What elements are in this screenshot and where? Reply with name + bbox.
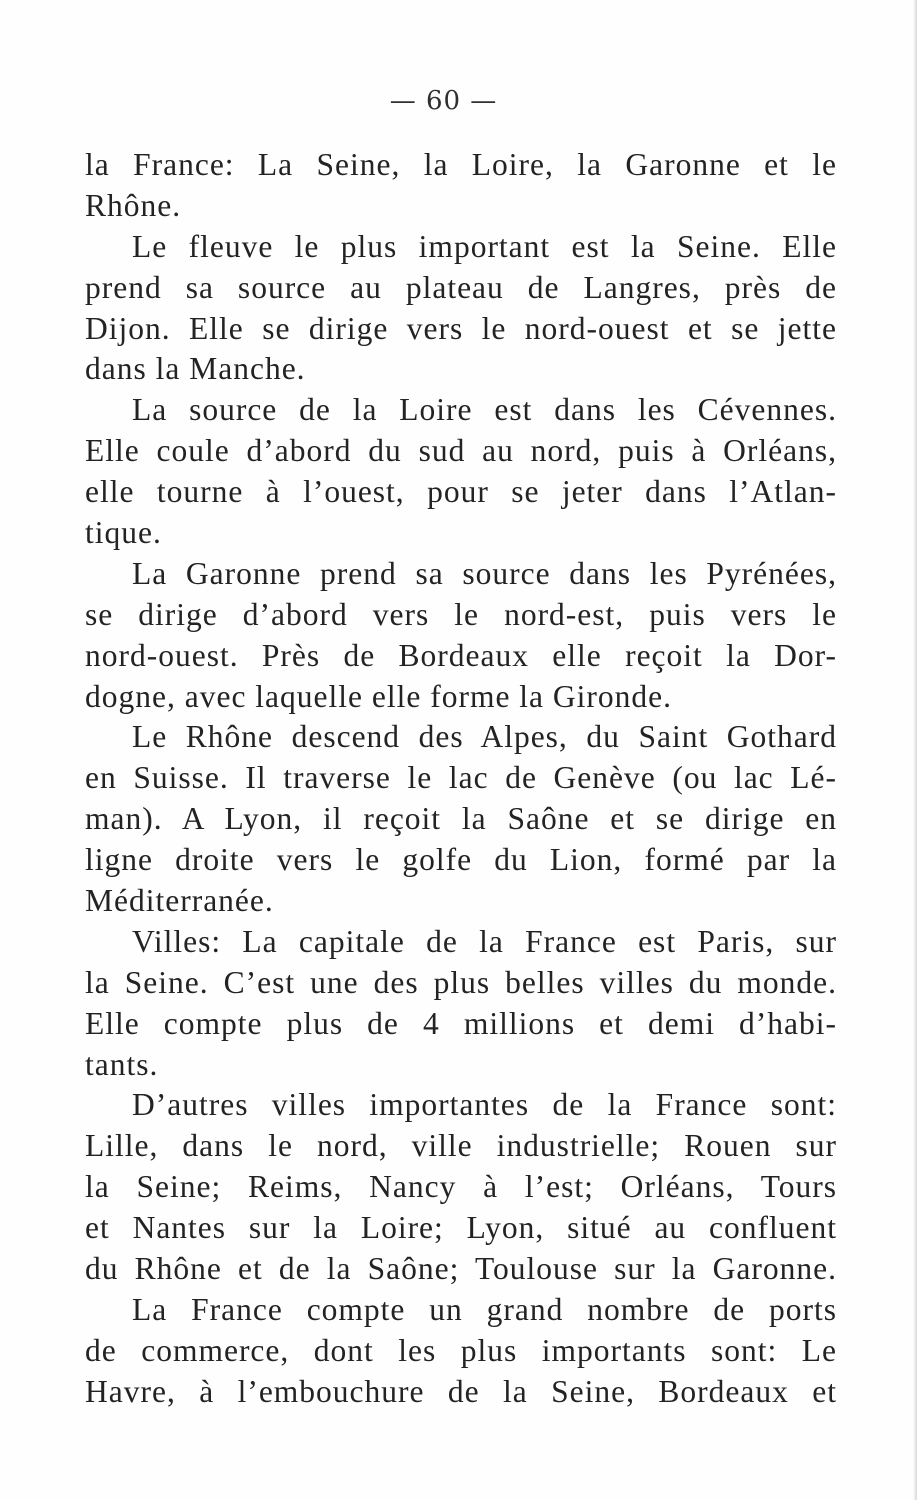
text-line: et Nantes sur la Loire; Lyon, situé au confluent: [85, 1210, 837, 1246]
page-edge-shadow: [913, 0, 917, 1500]
text-line: dogne, avec laquelle elle forme la Gironde.: [85, 678, 673, 714]
text-line: man). A Lyon, il reçoit la Saône et se dirige en: [85, 801, 837, 837]
text-line: La Garonne prend sa source dans les Pyrénées,: [132, 555, 837, 591]
text-line: tants.: [85, 1046, 159, 1082]
page-number: — 60 —: [389, 86, 498, 116]
text-line: nord-ouest. Près de Bordeaux elle reçoit la Dor-: [85, 637, 837, 673]
text-line: du Rhône et de la Saône; Toulouse sur la Garonne.: [85, 1251, 837, 1287]
text-line: Dijon. Elle se dirige vers le nord-ouest et se jette: [85, 310, 837, 346]
text-line: Le fleuve le plus important est la Seine. Elle: [132, 228, 837, 264]
text-line: Elle compte plus de 4 millions et demi d’habi-: [85, 1005, 837, 1041]
text-line: dans la Manche.: [85, 351, 306, 387]
text-line: Villes: La capitale de la France est Paris, sur: [132, 923, 837, 959]
text-line: La France compte un grand nombre de ports: [132, 1291, 837, 1327]
text-line: D’autres villes importantes de la France sont:: [132, 1087, 837, 1123]
text-line: la France: La Seine, la Loire, la Garonne et le: [85, 147, 837, 182]
text-line: Lille, dans le nord, ville industrielle; Rouen sur: [85, 1128, 837, 1164]
body-text: [85, 145, 837, 1413]
text-line: La source de la Loire est dans les Cévennes.: [132, 392, 837, 428]
text-line: de commerce, dont les plus importants sont: Le: [85, 1332, 837, 1368]
text-line: prend sa source au plateau de Langres, près de: [85, 269, 837, 305]
text-line: se dirige d’abord vers le nord-est, puis vers le: [85, 596, 837, 632]
text-line: Havre, à l’embouchure de la Seine, Bordeaux et: [85, 1373, 837, 1409]
text-line: elle tourne à l’ouest, pour se jeter dans l’Atlan-: [85, 474, 837, 510]
text-line: Méditerranée.: [85, 883, 274, 919]
text-line: la Seine. C’est une des plus belles villes du monde.: [85, 964, 837, 1000]
text-line: Le Rhône descend des Alpes, du Saint Gothard: [132, 719, 837, 755]
text-line: Rhône.: [85, 187, 182, 223]
text-line: en Suisse. Il traverse le lac de Genève (ou lac Lé-: [85, 760, 837, 796]
text-line: Elle coule d’abord du sud au nord, puis à Orléans,: [85, 433, 837, 469]
text-line: tique.: [85, 515, 162, 551]
text-line: ligne droite vers le golfe du Lion, formé par la: [85, 842, 837, 878]
text-line: la Seine; Reims, Nancy à l’est; Orléans, Tours: [85, 1169, 837, 1205]
